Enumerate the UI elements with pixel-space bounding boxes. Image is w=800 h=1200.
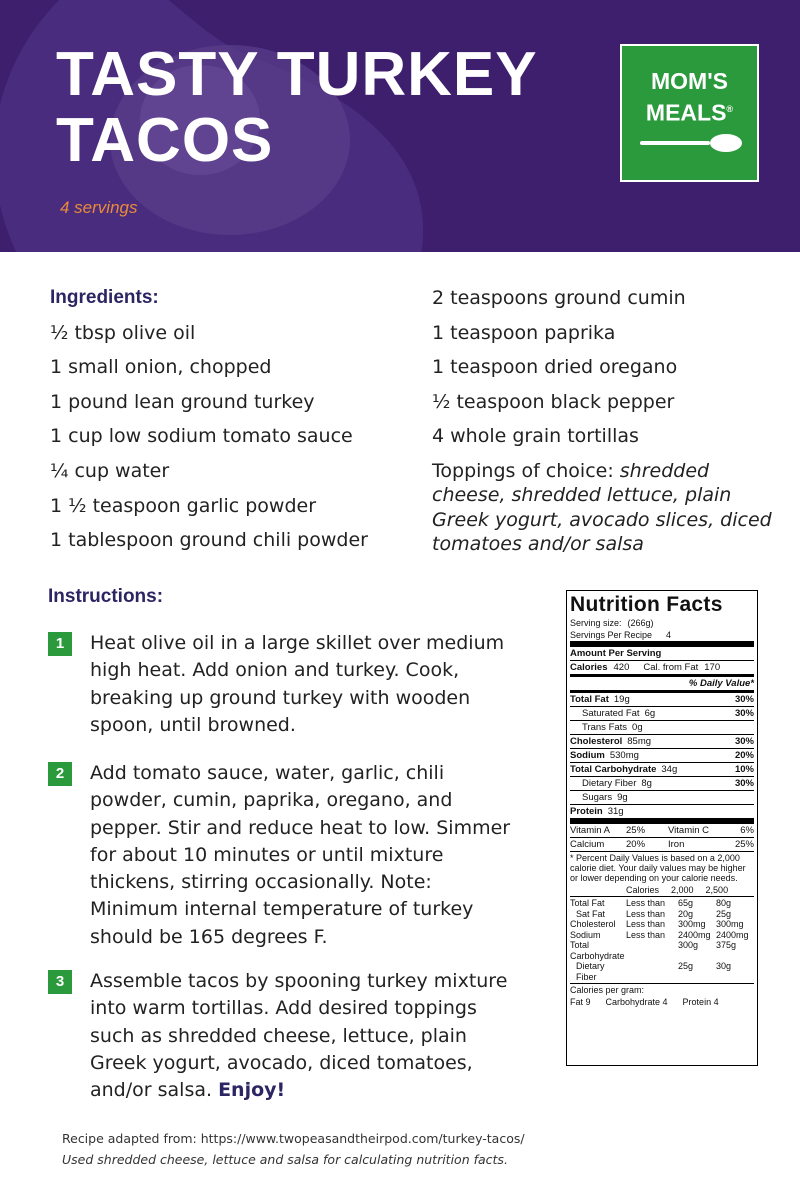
servings-per-recipe-row xyxy=(570,629,754,641)
calories-header-row xyxy=(570,884,754,896)
dv-table-cell: 300g xyxy=(678,940,699,950)
vitamin-value: 20% xyxy=(626,839,646,850)
nutrient-row xyxy=(570,748,754,762)
nutrient-row xyxy=(570,720,754,734)
nutrient-amount: 31g xyxy=(607,806,624,817)
servings-label: Servings Per Recipe xyxy=(570,630,653,640)
dv-table-cell: Less than xyxy=(626,898,666,908)
dv-table-cell: Sodium xyxy=(570,929,601,940)
nutrient-label: Sugars xyxy=(582,792,613,803)
dv-table-row xyxy=(570,909,754,920)
logo-line-2-text: MEALS xyxy=(645,99,727,126)
ingredients-heading: Ingredients: xyxy=(50,287,159,308)
dv-table-row xyxy=(570,919,754,930)
dv-table-row xyxy=(570,940,754,961)
servings-count: 4 servings xyxy=(60,198,138,217)
vitamin-value: 25% xyxy=(626,825,646,836)
nutrient-label: Saturated Fat xyxy=(582,708,640,719)
dv-table-cell: 375g xyxy=(716,940,737,950)
calories-header-2500: 2,500 xyxy=(705,885,729,895)
vitamin-list xyxy=(570,824,754,851)
logo-registered-mark: ® xyxy=(726,104,734,114)
ingredient-item: 1 pound lean ground turkey xyxy=(50,390,315,413)
dv-table-cell: 65g xyxy=(678,898,694,908)
vitamin-label: Iron xyxy=(668,839,685,850)
nutrient-label: Total Carbohydrate xyxy=(570,764,657,775)
vitamin-label: Calcium xyxy=(570,839,605,850)
dv-table-cell: Less than xyxy=(626,908,666,919)
nutrition-facts-panel xyxy=(566,590,758,1066)
step-text-wrapper xyxy=(90,968,520,1104)
dv-table-cell xyxy=(626,961,678,982)
vitamin-row xyxy=(570,824,754,837)
dv-table-cell: 2400mg xyxy=(678,929,711,940)
dv-table xyxy=(570,896,754,983)
nutrient-label-group xyxy=(570,792,628,803)
step-number-badge: 2 xyxy=(48,762,72,786)
dv-table-row xyxy=(570,961,754,982)
ingredient-item: 1 small onion, chopped xyxy=(50,356,272,379)
nutrient-daily-value: 30% xyxy=(734,736,754,747)
nutrient-label: Protein xyxy=(570,806,603,817)
dv-table-cell: 25g xyxy=(678,961,694,971)
nutrient-daily-value: 20% xyxy=(734,750,754,761)
amount-per-serving-row xyxy=(570,641,754,660)
ingredients-right-column xyxy=(432,281,772,557)
servings-value: 4 xyxy=(666,630,672,640)
calories-row xyxy=(570,660,754,674)
nutrient-label-group xyxy=(570,736,651,747)
enjoy-text: Enjoy! xyxy=(218,1079,286,1102)
step-text: Assemble tacos by spooning turkey mixture into warm tortillas. Add desired toppings such as shredded cheese, lettuce, plain Greek yogurt, avocado, diced tomatoes, and/or salsa. xyxy=(90,970,508,1102)
nutrient-amount: 19g xyxy=(613,694,630,705)
nutrient-label-group xyxy=(570,806,624,817)
calories-header-2000: 2,000 xyxy=(671,885,694,895)
calories-value: 420 xyxy=(613,662,630,673)
title-line-2: TACOS xyxy=(56,106,274,175)
dv-table-cell: Total Fat xyxy=(570,898,605,908)
nutrient-row xyxy=(570,706,754,720)
dv-table-cell: Less than xyxy=(626,919,666,929)
per-gram-values: Fat 9 Carbohydrate 4 Protein 4 xyxy=(570,997,719,1007)
daily-value-header xyxy=(570,674,754,690)
dv-table-rows xyxy=(570,898,754,982)
step-number-badge: 1 xyxy=(48,632,72,656)
dv-table-cell: 20g xyxy=(678,908,694,919)
per-gram-label-row xyxy=(570,983,754,996)
footnote-text: * Percent Daily Values is based on a 2,000 calorie diet. Your daily values may be higher or lower depending on your calorie needs. xyxy=(570,853,746,883)
logo-line-2 xyxy=(622,96,757,126)
dv-table-row xyxy=(570,930,754,941)
source-credit: Recipe adapted from: https://www.twopeasandtheirpod.com/turkey-tacos/ xyxy=(62,1131,525,1146)
nutrient-amount: 9g xyxy=(617,792,628,803)
nutrient-label-group xyxy=(570,722,643,733)
dv-table-cell: Less than xyxy=(626,929,666,940)
ingredient-item: 1 teaspoon paprika xyxy=(432,321,616,344)
nutrient-label: Dietary Fiber xyxy=(582,778,637,789)
ingredient-item: 1 ½ teaspoon garlic powder xyxy=(50,494,316,517)
dv-table-cell: 25g xyxy=(716,908,732,919)
spoon-icon xyxy=(640,132,744,154)
nutrient-row xyxy=(570,762,754,776)
nutrient-row xyxy=(570,734,754,748)
recipe-title xyxy=(56,42,538,174)
vitamin-label: Vitamin C xyxy=(668,825,710,836)
ingredient-item: ½ teaspoon black pepper xyxy=(432,390,675,413)
ingredient-item: 1 cup low sodium tomato sauce xyxy=(50,425,353,448)
footnote xyxy=(570,851,754,884)
step-text: Heat olive oil in a large skillet over medium high heat. Add onion and turkey. Cook, breaking up ground turkey with wooden spoon, until browned. xyxy=(90,632,505,736)
dv-table-cell: Cholesterol xyxy=(570,919,616,929)
recipe-footer xyxy=(62,1128,525,1170)
serving-size-value: (266g) xyxy=(627,618,654,628)
nutrition-note: Used shredded cheese, lettuce and salsa for calculating nutrition facts. xyxy=(62,1152,508,1167)
nutrient-row xyxy=(570,790,754,804)
step-text: Add tomato sauce, water, garlic, chili powder, cumin, paprika, oregano, and pepper. Stir and reduce heat to low. Simmer for about 10 minutes or until mixture thickens, stirring occasionally. Note: Minimum internal temperature of turkey should be 165 degrees F. xyxy=(90,762,511,948)
instructions-heading: Instructions: xyxy=(48,586,164,607)
nutrient-label-group xyxy=(570,708,655,719)
step-number-badge: 3 xyxy=(48,970,72,994)
per-gram-values-row xyxy=(570,996,754,1008)
toppings-item xyxy=(432,459,772,557)
daily-value-label: % Daily Value* xyxy=(688,678,754,689)
amount-label: Amount Per Serving xyxy=(570,648,662,659)
nutrient-daily-value: 10% xyxy=(734,764,754,775)
dv-table-row xyxy=(570,898,754,909)
nutrient-amount: 34g xyxy=(661,764,678,775)
dv-table-cell: 300mg xyxy=(678,919,706,929)
nutrient-label: Cholesterol xyxy=(570,736,623,747)
ingredients-left-column xyxy=(50,281,420,558)
toppings-list: shredded cheese, shredded lettuce, plain Greek yogurt, avocado slices, diced tomatoes and/or salsa xyxy=(432,459,772,556)
ingredient-item: 4 whole grain tortillas xyxy=(432,425,639,448)
dv-table-cell: Sat Fat xyxy=(576,908,606,919)
nutrient-label-group xyxy=(570,778,652,789)
moms-meals-logo xyxy=(620,44,759,182)
nutrient-label-group xyxy=(570,764,677,775)
dv-table-cell: 30g xyxy=(716,961,732,971)
nutrient-daily-value: 30% xyxy=(734,708,754,719)
vitamin-label: Vitamin A xyxy=(570,825,610,836)
nutrient-label-group xyxy=(570,694,630,705)
ingredient-item: ½ tbsp olive oil xyxy=(50,321,196,344)
dv-table-cell: 300mg xyxy=(716,919,744,929)
vitamin-value: 25% xyxy=(734,839,754,850)
nutrient-label: Total Fat xyxy=(570,694,609,705)
logo-line-1: MOM'S xyxy=(650,68,729,94)
vitamin-value: 6% xyxy=(740,825,754,836)
dv-table-cell: Dietary Fiber xyxy=(576,961,605,982)
nutrient-amount: 8g xyxy=(641,778,652,789)
vitamin-row xyxy=(570,837,754,851)
ingredient-item: 2 teaspoons ground cumin xyxy=(432,287,686,309)
nutrient-label-group xyxy=(570,750,639,761)
nutrient-label: Sodium xyxy=(570,750,605,761)
nutrient-daily-value: 30% xyxy=(734,778,754,789)
dv-table-cell xyxy=(626,940,678,961)
nutrient-label: Trans Fats xyxy=(582,722,628,733)
nutrient-amount: 530mg xyxy=(609,750,639,761)
toppings-label: Toppings of choice: xyxy=(432,459,614,482)
nutrition-title: Nutrition Facts xyxy=(570,593,723,616)
calories-header-label: Calories xyxy=(626,885,660,895)
ingredient-item: 1 tablespoon ground chili powder xyxy=(50,529,368,552)
nutrient-row xyxy=(570,776,754,790)
nutrient-amount: 0g xyxy=(632,722,643,733)
ingredient-item: 1 teaspoon dried oregano xyxy=(432,356,678,379)
dv-table-cell: 80g xyxy=(716,898,732,908)
cal-fat-label: Cal. from Fat xyxy=(643,662,699,673)
header-banner xyxy=(0,0,800,252)
ingredient-item: ¼ cup water xyxy=(50,459,170,482)
serving-size-row xyxy=(570,617,754,629)
nutrient-amount: 6g xyxy=(644,708,656,719)
nutrient-list xyxy=(570,690,754,818)
per-gram-label: Calories per gram: xyxy=(570,985,645,995)
dv-table-cell: Total Carbohydrate xyxy=(570,940,625,961)
title-line-1: TASTY TURKEY xyxy=(56,40,538,109)
serving-size-label: Serving size: xyxy=(570,618,622,628)
nutrient-row xyxy=(570,804,754,818)
nutrient-row xyxy=(570,690,754,706)
cal-fat-value: 170 xyxy=(704,662,721,673)
nutrient-amount: 85mg xyxy=(627,736,652,747)
calories-label: Calories xyxy=(570,662,608,673)
dv-table-cell: 2400mg xyxy=(716,929,749,940)
nutrient-daily-value: 30% xyxy=(734,694,754,705)
